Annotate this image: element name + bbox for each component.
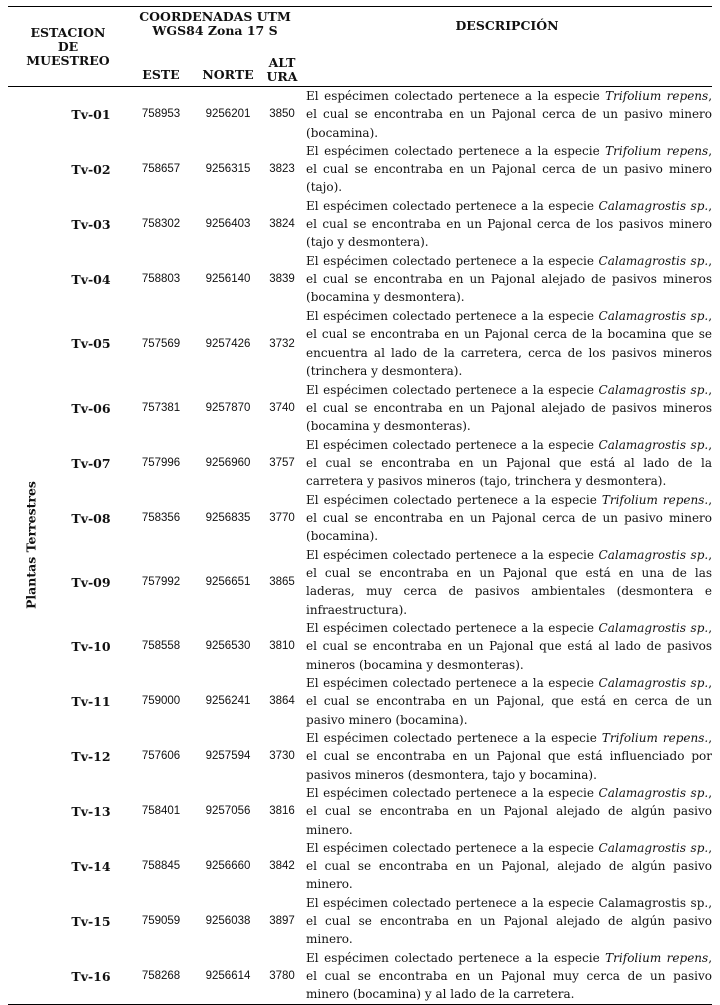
description-text-end: , el cual se encontraba en un Pajonal, alejado de algún pasivo minero. — [306, 840, 713, 892]
norte-cell: 9256403 — [205, 218, 251, 231]
description-text: El espécimen colectado pertenece a la especie — [306, 382, 599, 397]
species-name: Calamagrostis sp. — [598, 621, 709, 636]
header-coordinates-line-2: WGS84 Zona 17 S — [152, 23, 278, 38]
description-text-end: , el cual se encontraba en un Pajonal cerca de un pasivo minero (bocamina). — [306, 89, 713, 140]
station-cell: Tv-06 — [71, 400, 111, 416]
description-text-end: , el cual se encontraba en un Pajonal, que está en cerca de un pasivo minero (bocamina). — [306, 676, 713, 727]
norte-cell: 9256960 — [205, 457, 251, 470]
sampling-stations-table — [8, 6, 712, 1005]
group-label: Plantas Terrestres — [23, 481, 39, 610]
este-cell: 758803 — [141, 273, 181, 286]
description-text-end: , el cual se encontraba en un Pajonal que está influenciado por pasivos mineros (desmontera, tajo y bocamina). — [306, 731, 713, 782]
altura-cell: 3865 — [269, 576, 295, 589]
altura-cell: 3864 — [269, 695, 295, 708]
description-text-end: , el cual se encontraba en un Pajonal que está al lado de pasivos mineros (bocamina y desmonteras). — [306, 621, 713, 672]
description-text: El espécimen colectado pertenece a la especie — [306, 437, 599, 452]
description-text: El espécimen colectado pertenece a la especie — [306, 89, 606, 103]
description-text: El espécimen colectado pertenece a la especie — [306, 492, 602, 507]
description-cell — [302, 839, 712, 894]
description-text-end: , el cual se encontraba en un Pajonal alejado de algún pasivo minero. — [306, 785, 713, 837]
description-text: El espécimen colectado pertenece a la especie — [306, 621, 599, 636]
table-row — [8, 546, 712, 619]
description-text-end: , el cual se encontraba en un Pajonal que está al lado de la carretera y pasivos mineros (tajo, trinchera y desmontera). — [306, 437, 713, 489]
header-coordinates — [128, 7, 302, 47]
norte-cell: 9257426 — [205, 337, 251, 350]
altura-cell: 3780 — [262, 949, 302, 1004]
este-cell: 758657 — [141, 163, 181, 176]
header-altura-line-2: URA — [266, 69, 298, 84]
station-cell: Tv-04 — [71, 271, 111, 287]
header-station-line-3: MUESTREO — [26, 52, 110, 68]
table-row — [8, 381, 712, 436]
norte-cell: 9256038 — [205, 915, 251, 928]
altura-cell: 3810 — [269, 640, 295, 653]
description-cell — [302, 546, 712, 619]
header-norte: NORTE — [194, 46, 262, 87]
description-cell — [302, 252, 712, 307]
species-name: Calamagrostis sp. — [598, 437, 709, 452]
altura-cell: 3757 — [269, 457, 295, 470]
altura-cell: 3823 — [269, 163, 295, 176]
table-row — [8, 619, 712, 674]
description-cell — [302, 307, 712, 381]
description-text-end: , el cual se encontraba en un Pajonal cerca de los pasivos minero (tajo y desmontera). — [306, 198, 713, 250]
description-text: El espécimen colectado pertenece a la especie — [306, 253, 599, 268]
este-cell: 758401 — [141, 805, 181, 818]
description-cell — [302, 674, 712, 729]
description-cell — [302, 491, 712, 546]
norte-cell: 9256530 — [205, 640, 251, 653]
altura-cell: 3839 — [269, 273, 295, 286]
station-cell: Tv-05 — [71, 336, 111, 352]
altura-cell: 3740 — [269, 402, 295, 415]
description-cell — [302, 619, 712, 674]
description-text-end: , el cual se encontraba en un Pajonal muy cerca de un pasivo minero (bocamina) y al lado de la carretera. — [306, 950, 713, 1002]
table-row — [8, 949, 712, 1004]
description-text: El espécimen colectado pertenece a la especie — [306, 950, 606, 965]
table-row — [8, 436, 712, 491]
description-text-end: , el cual se encontraba en un Pajonal que está en una de las laderas, muy cerca de pasivos ambientales (desmontera e infraestructura). — [306, 547, 713, 617]
station-cell: Tv-11 — [71, 693, 111, 709]
norte-cell: 9257056 — [205, 805, 251, 818]
species-name: Calamagrostis sp. — [598, 547, 709, 562]
table-row — [8, 674, 712, 729]
species-name: Calamagrostis sp. — [598, 785, 709, 800]
description-cell — [302, 197, 712, 252]
description-text-end: , el cual se encontraba en un Pajonal cerca de un pasivo minero (tajo). — [306, 143, 713, 195]
norte-cell: 9256140 — [205, 273, 251, 286]
species-name: Trifolium repens — [605, 143, 709, 158]
description-text: El espécimen colectado pertenece a la especie — [306, 547, 599, 562]
description-cell — [302, 381, 712, 436]
header-altura-line-1: ALT — [268, 55, 296, 70]
header-este: ESTE — [128, 46, 194, 87]
species-name: Calamagrostis sp. — [598, 309, 709, 324]
station-cell: Tv-10 — [71, 638, 111, 654]
station-cell: Tv-16 — [54, 949, 128, 1004]
este-cell: 758953 — [141, 108, 181, 121]
station-cell: Tv-03 — [71, 216, 111, 232]
norte-cell: 9256241 — [205, 695, 251, 708]
description-cell — [302, 142, 712, 197]
table-row — [8, 307, 712, 381]
description-text: El espécimen colectado pertenece a la especie — [306, 840, 599, 855]
norte-cell: 9256660 — [205, 860, 251, 873]
description-text: El espécimen colectado pertenece a la especie — [306, 785, 599, 800]
species-name: Calamagrostis sp. — [598, 676, 709, 691]
este-cell: 757569 — [141, 337, 181, 350]
header-station-line-2: DE — [57, 38, 79, 54]
este-cell: 758268 — [128, 949, 194, 1004]
table-row — [8, 784, 712, 839]
este-cell: 758845 — [141, 860, 181, 873]
station-cell: Tv-08 — [71, 510, 111, 526]
table-row — [8, 87, 712, 142]
description-text-end: , el cual se encontraba en un Pajonal cerca de un pasivo minero (bocamina). — [306, 492, 713, 544]
table-row — [8, 729, 712, 784]
description-text: El espécimen colectado pertenece a la especie — [306, 676, 599, 691]
species-name: Calamagrostis sp. — [598, 840, 709, 855]
species-name: Trifolium repens. — [601, 731, 709, 746]
description-text-end: , el cual se encontraba en un Pajonal alejado de pasivos mineros (bocamina y desmonteras). — [306, 382, 713, 434]
norte-cell: 9256835 — [205, 512, 251, 525]
altura-cell: 3730 — [269, 750, 295, 763]
este-cell: 758356 — [141, 512, 181, 525]
table-row — [8, 491, 712, 546]
description-cell — [302, 949, 712, 1004]
table-row — [8, 142, 712, 197]
description-text: El espécimen colectado pertenece a la especie — [306, 143, 606, 158]
altura-cell: 3850 — [269, 108, 295, 121]
station-cell: Tv-07 — [71, 455, 111, 471]
este-cell: 757992 — [141, 576, 181, 589]
station-cell: Tv-14 — [71, 858, 111, 874]
description-text: El espécimen colectado pertenece a la especie — [306, 309, 599, 324]
este-cell: 757606 — [141, 750, 181, 763]
altura-cell: 3732 — [269, 337, 295, 350]
station-cell: Tv-15 — [71, 913, 111, 929]
table-body — [8, 87, 712, 1005]
altura-cell: 3824 — [269, 218, 295, 231]
species-name: Calamagrostis sp. — [598, 198, 709, 213]
description-cell — [302, 894, 712, 949]
description-cell — [302, 729, 712, 784]
table-row — [8, 252, 712, 307]
species-name: Trifolium repens. — [601, 492, 709, 507]
description-text: El espécimen colectado pertenece a la especie Calamagrostis sp., el cual se encontraba en un Pajonal alejado de algún pasivo minero. — [306, 895, 713, 947]
norte-cell: 9257870 — [205, 402, 251, 415]
table-row — [8, 197, 712, 252]
norte-cell: 9256614 — [194, 949, 262, 1004]
norte-cell: 9256315 — [205, 163, 251, 176]
station-cell: Tv-02 — [71, 161, 111, 177]
description-text: El espécimen colectado pertenece a la especie — [306, 731, 602, 746]
sampling-stations-table-wrapper — [8, 6, 712, 1005]
header-station-line-1: ESTACION — [30, 24, 106, 40]
description-cell — [302, 784, 712, 839]
norte-cell: 9257594 — [205, 750, 251, 763]
altura-cell: 3842 — [269, 860, 295, 873]
header-altura — [262, 46, 302, 87]
este-cell: 757381 — [141, 402, 181, 415]
species-name: Calamagrostis sp. — [598, 253, 709, 268]
station-cell: Tv-01 — [71, 106, 111, 122]
station-cell: Tv-13 — [71, 803, 111, 819]
altura-cell: 3897 — [269, 915, 295, 928]
este-cell: 759000 — [141, 695, 181, 708]
description-text-end: , el cual se encontraba en un Pajonal cerca de la bocamina que se encuentra al lado de la carretera, cerca de los pasivos mineros (trinchera y desmontera). — [306, 309, 713, 379]
species-name: Calamagrostis sp. — [598, 382, 709, 397]
este-cell: 757996 — [141, 457, 181, 470]
station-cell: Tv-12 — [71, 748, 111, 764]
este-cell: 758558 — [141, 640, 181, 653]
header-station — [8, 7, 128, 87]
table-row — [8, 839, 712, 894]
header-coordinates-line-1: COORDENADAS UTM — [139, 9, 291, 24]
norte-cell: 9256201 — [205, 108, 251, 121]
species-name: Trifolium repens — [605, 89, 709, 103]
este-cell: 758302 — [141, 218, 181, 231]
header-description: DESCRIPCIÓN — [302, 7, 712, 87]
station-cell: Tv-09 — [71, 574, 111, 590]
este-cell: 759059 — [141, 915, 181, 928]
norte-cell: 9256651 — [205, 576, 251, 589]
altura-cell: 3816 — [269, 805, 295, 818]
group-label-cell — [8, 87, 54, 1005]
table-row — [8, 894, 712, 949]
description-text: El espécimen colectado pertenece a la especie — [306, 198, 599, 213]
description-text-end: , el cual se encontraba en un Pajonal alejado de pasivos mineros (bocamina y desmontera). — [306, 253, 713, 305]
altura-cell: 3770 — [269, 512, 295, 525]
species-name: Trifolium repens — [605, 950, 709, 965]
description-cell — [302, 436, 712, 491]
description-cell — [302, 87, 712, 142]
